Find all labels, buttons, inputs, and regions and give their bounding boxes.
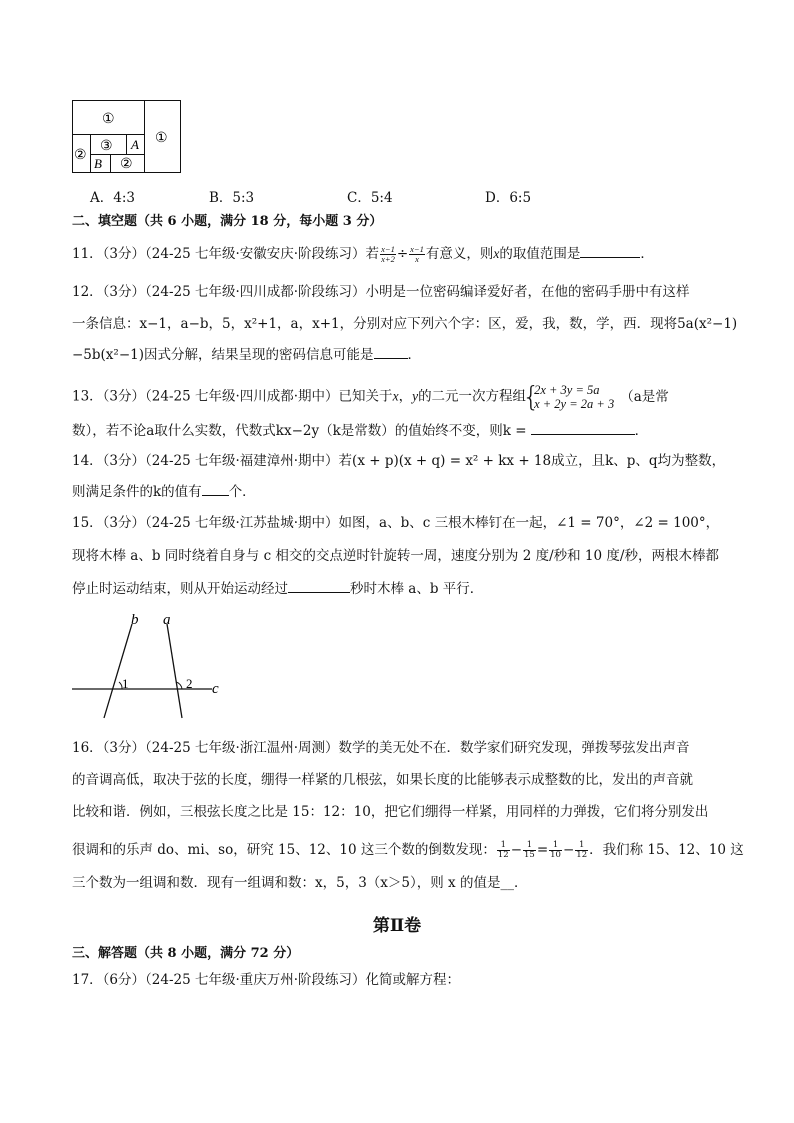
q16-line4-text: 很调和的乐声 do、mi、so，研究 15、12、10 这三个数的倒数发现： [72, 842, 496, 858]
label-a: a [163, 612, 171, 628]
region-2b-label: ② [120, 157, 133, 172]
region-a-label: A [131, 137, 139, 152]
question-14-line-2 [72, 482, 256, 502]
q14-line2-text: 则满足条件的k的值有 [72, 484, 202, 500]
q13-var-x: x [392, 388, 399, 404]
region-b-label: B [94, 156, 102, 171]
q13-var-y: y [412, 388, 419, 404]
q13-eq-1: { 2x + 3y = 5a [534, 383, 600, 397]
q13-answer-blank[interactable] [531, 421, 635, 435]
region-2-label: ② [74, 148, 87, 163]
label-angle-1: 1 [122, 676, 129, 691]
q16-fb-den: 15 [524, 850, 535, 860]
question-12-line-3 [72, 345, 421, 365]
option-a[interactable]: A．4:3 [90, 190, 135, 206]
q13-mid: 的二元一次方程组 [418, 388, 527, 405]
section-2-title: 二、填空题（共 6 小题，满分 18 分，每小题 3 分） [72, 214, 383, 229]
q16-fraction-a [497, 841, 510, 860]
q15-line3-end: 秒时木棒 a、b 平行． [350, 581, 484, 597]
stick-b [104, 624, 132, 718]
option-c[interactable]: C．5:4 [347, 190, 393, 206]
question-11 [72, 244, 654, 264]
q11-divide: ÷ [396, 246, 409, 262]
stick-a [167, 624, 182, 718]
question-12-line-2: 一条信息：x−1，a−b，5，x²+1，a，x+1，分别对应下列六个字：区，爱，我，数，学，西．现将5a(x²−1) [72, 316, 738, 332]
q13-line2-end: ． [634, 423, 649, 439]
q11-end: ． [640, 246, 654, 262]
q15-line3-text: 停止时运动结束，则从开始运动经过 [72, 581, 288, 597]
sticks-figure [70, 610, 230, 725]
q16-fraction-b [523, 841, 536, 860]
q11-f2-denominator: x [415, 254, 419, 264]
q14-line2-end: 个． [228, 484, 256, 500]
question-13-line-1 [72, 383, 669, 411]
section-3-title: 三、解答题（共 8 小题，满分 72 分） [72, 946, 300, 961]
q16-fd-num: 1 [575, 841, 588, 851]
question-12-line-1: 12．（3分）（24-25 七年级·四川成都·阶段练习）小明是一位密码编译爱好者，在他的密码手册中有这样 [72, 284, 690, 300]
q16-fc-num: 1 [549, 841, 562, 851]
q16-fb-num: 1 [523, 841, 536, 851]
label-c: c [212, 681, 219, 697]
q16-minus-1: − [510, 842, 522, 858]
q12-answer-blank[interactable] [374, 345, 408, 359]
region-1-label: ① [102, 112, 115, 127]
q11-f1-numerator: x−1 [381, 244, 395, 254]
q12-line3-end: ． [407, 347, 422, 363]
q15-answer-blank[interactable] [288, 579, 350, 593]
question-16-line-4 [72, 840, 744, 860]
q11-var-x: x [493, 246, 500, 261]
q13-line2-text: 数），若不论a取什么实数，代数式kx−2y（k是常数）的值始终不变，则k = [72, 423, 527, 439]
question-17: 17．（6分）（24-25 七年级·重庆万州·阶段练习）化简或解方程： [72, 972, 461, 988]
region-3-label: ③ [100, 139, 113, 154]
question-16-line-3: 比较和谐．例如，三根弦长度之比是 15：12：10，把它们绷得一样紧，用同样的力弹拨，它们将分别发出 [72, 804, 709, 820]
q16-fraction-c [549, 841, 562, 860]
option-d[interactable]: D．6:5 [485, 190, 532, 206]
question-15-line-2: 现将木棒 a、b 同时绕着自身与 c 相交的交点逆时针旋转一周，速度分别为 2 度/秒和 10 度/秒，两根木棒都 [72, 548, 719, 564]
q16-fc-den: 10 [550, 850, 561, 860]
question-16-line-1: 16．（3分）（24-25 七年级·浙江温州·周测）数学的美无处不在．数学家们研究发现，弹拨琴弦发出声音 [72, 740, 690, 756]
q13-comma: ， [398, 388, 413, 405]
option-b[interactable]: B．5:3 [209, 190, 255, 206]
q16-fd-den: 12 [576, 850, 588, 860]
q11-fraction-2 [409, 245, 425, 264]
q16-fraction-d [575, 841, 588, 860]
q13-equation-system [526, 383, 614, 411]
q16-equals: = [536, 842, 549, 858]
part-2-title: 第Ⅱ卷 [372, 916, 422, 936]
q11-mid: 有意义，则 [425, 246, 494, 262]
q16-line4-end: ．我们称 15、12、10 这 [589, 842, 744, 858]
q11-prefix: 11．（3分）（24-25 七年级·安徽安庆·阶段练习）若 [72, 246, 380, 262]
q14-answer-blank[interactable] [202, 482, 229, 496]
rectangle-partition-figure [72, 100, 182, 174]
q12-line3-text: −5b(x²−1)因式分解，结果呈现的密码信息可能是 [72, 347, 374, 363]
q11-f1-denominator: x+2 [381, 254, 395, 264]
q16-minus-2: − [562, 842, 575, 858]
label-b: b [131, 612, 139, 628]
q11-suffix: 的取值范围是 [499, 246, 581, 262]
q13-suffix: （a是常 [620, 388, 669, 405]
q13-eq-2: x + 2y = 2a + 3 [534, 397, 615, 411]
question-15-line-1: 15．（3分）（24-25 七年级·江苏盐城·期中）如图，a、b、c 三根木棒钉在一起，∠1 = 70°，∠2 = 100°， [72, 515, 720, 531]
question-16-line-2: 的音调高低，取决于弦的长度，绷得一样紧的几根弦，如果长度的比能够表示成整数的比，发出的声音就 [72, 772, 693, 788]
q11-fraction-1 [380, 245, 396, 264]
q16-fa-num: 1 [497, 841, 510, 851]
q16-fa-den: 12 [497, 850, 509, 860]
question-13-line-2 [72, 421, 648, 441]
q11-f2-numerator: x−1 [410, 244, 424, 254]
question-14-line-1: 14．（3分）（24-25 七年级·福建漳州·期中）若(x + p)(x + q) = x² + kx + 18成立，且k、p、q均为整数， [72, 453, 726, 469]
q13-prefix: 13．（3分）（24-25 七年级·四川成都·期中）已知关于 [72, 388, 393, 405]
label-angle-2: 2 [186, 676, 193, 691]
q11-answer-blank[interactable] [580, 244, 640, 258]
region-1b-label: ① [155, 131, 168, 146]
question-15-line-3 [72, 579, 483, 599]
question-16-line-5: 三个数为一组调和数．现有一组调和数：x，5，3（x＞5），则 x 的值是__． [72, 875, 528, 891]
